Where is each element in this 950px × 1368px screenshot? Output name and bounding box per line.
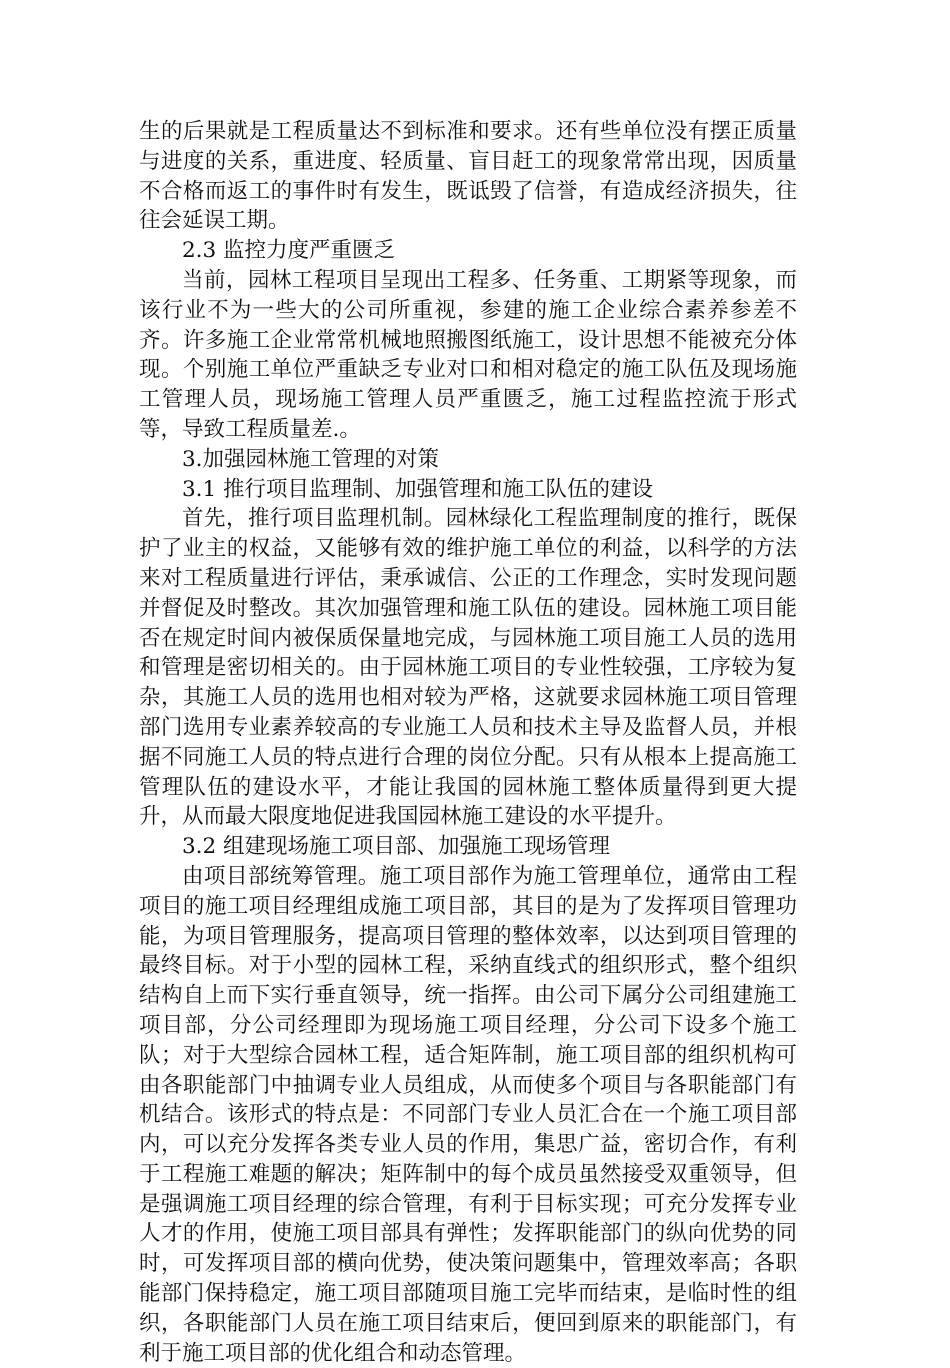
paragraph-3-1: 首先，推行项目监理机制。园林绿化工程监理制度的推行，既保护了业主的权益，又能够有效的维护施工单位的利益，以科学的方法来对工程质量进行评估，秉承诚信、公正的工作理念，实时发现问题并督促及时整改。其次加强管理和施工队伍的建设。园林施工项目能否在规定时间内被保质保量地完成，与园林施工项目施工人员的选用和管理是密切相关的。由于园林施工项目的专业性较强，工序较为复杂，其施工人员的选用也相对较为严格，这就要求园林施工项目管理部门选用专业素养较高的专业施工人员和技术主导及监督人员，并根据不同施工人员的特点进行合理的岗位分配。只有从根本上提高施工管理队伍的建设水平，才能让我国的园林施工整体质量得到更大提升，从而最大限度地促进我国园林施工建设的水平提升。 <box>139 506 797 830</box>
paragraph-2-3: 当前，园林工程项目呈现出工程多、任务重、工期紧等现象，而该行业不为一些大的公司所重视，参建的施工企业综合素养参差不齐。许多施工企业常常机械地照搬图纸施工，设计思想不能被充分体现。个别施工单位严重缺乏专业对口和相对稳定的施工队伍及现场施工管理人员，现场施工管理人员严重匮乏，施工过程监控流于形式等，导致工程质量差.。 <box>139 267 797 442</box>
heading-3-1: 3.1 推行项目监理制、加强管理和施工队伍的建设 <box>182 476 654 502</box>
paragraph-3-2: 由项目部统筹管理。施工项目部作为施工管理单位，通常由工程项目的施工项目经理组成施工项目部，其目的是为了发挥项目管理功能，为项目管理服务，提高项目管理的整体效率，以达到项目管理的最终目标。对于小型的园林工程，采纳直线式的组织形式，整个组织结构自上而下实行垂直领导，统一指挥。由公司下属分公司组建施工项目部，分公司经理即为现场施工项目经理，分公司下设多个施工队；对于大型综合园林工程，适合矩阵制，施工项目部的组织机构可由各职能部门中抽调专业人员组成，从而使多个项目与各职能部门有机结合。该形式的特点是：不同部门专业人员汇合在一个施工项目部内，可以充分发挥各类专业人员的作用，集思广益，密切合作，有利于工程施工难题的解决；矩阵制中的每个成员虽然接受双重领导，但是强调施工项目经理的综合管理，有利于目标实现；可充分发挥专业人才的作用，使施工项目部具有弹性；发挥职能部门的纵向优势的同时，可发挥项目部的横向优势，使决策问题集中，管理效率高；各职能部门保持稳定，施工项目部随项目施工完毕而结束，是临时性的组织，各职能部门人员在施工项目结束后，便回到原来的职能部门，有利于施工项目部的优化组合和动态管理。 <box>139 863 797 1366</box>
heading-2-3: 2.3 监控力度严重匮乏 <box>182 238 396 264</box>
document-page <box>139 117 797 1368</box>
paragraph-continuation: 生的后果就是工程质量达不到标准和要求。还有些单位没有摆正质量与进度的关系，重进度、轻质量、盲目赶工的现象常常出现，因质量不合格而返工的事件时有发生，既诋毁了信誉，有造成经济损失，往往会延误工期。 <box>139 119 797 234</box>
heading-3-2: 3.2 组建现场施工项目部、加强施工现场管理 <box>182 834 611 860</box>
heading-3: 3.加强园林施工管理的对策 <box>182 446 440 472</box>
